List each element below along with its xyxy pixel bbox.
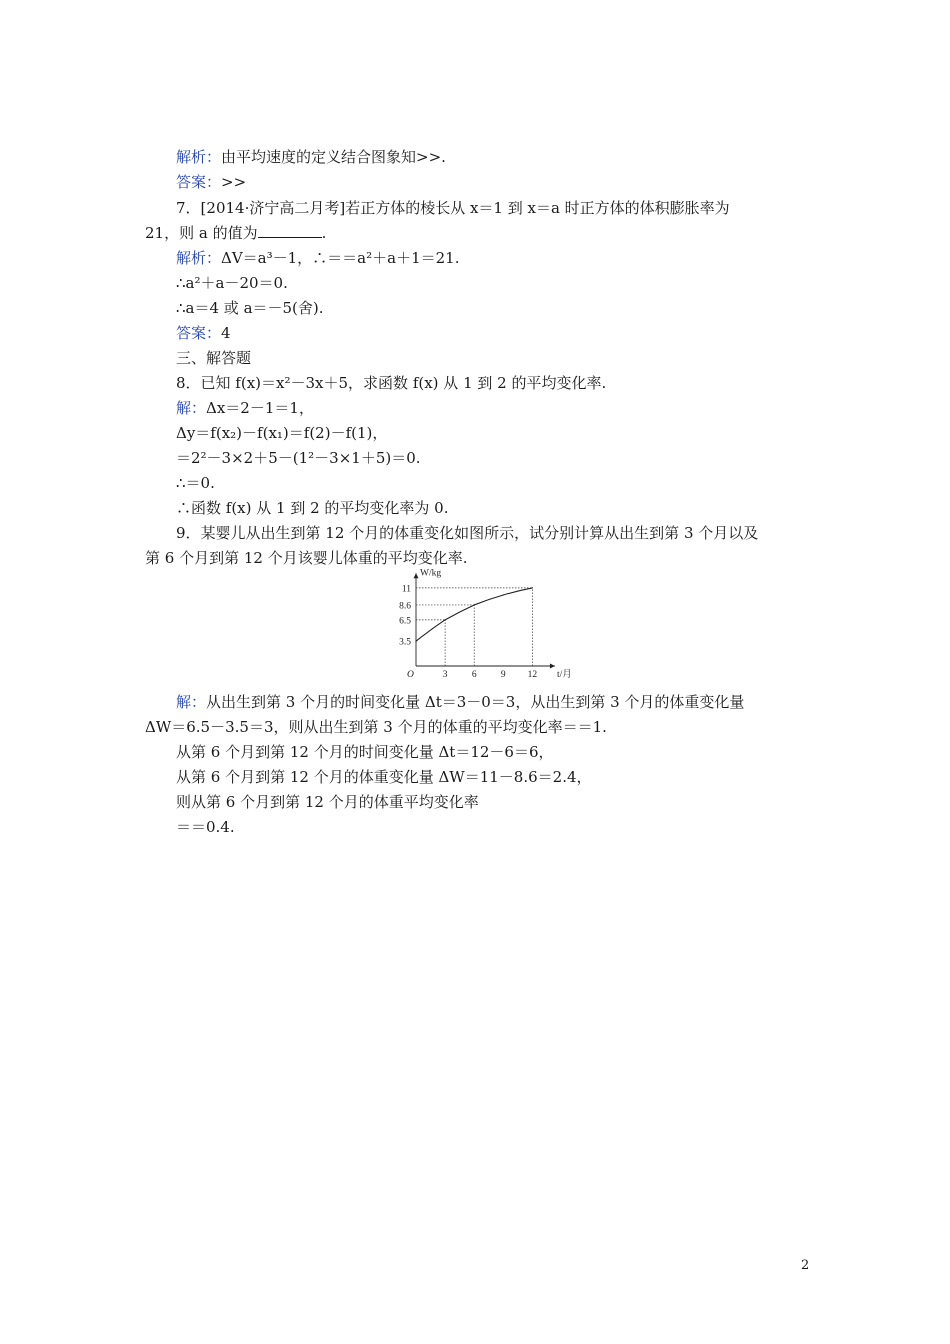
section-heading: 三、解答题 — [176, 349, 252, 367]
solution-label: 解： — [176, 399, 207, 417]
y-tick-label: 11 — [401, 584, 411, 595]
line-22: 则从第 6 个月到第 12 个月的体重平均变化率 — [176, 793, 479, 811]
line-15: ∴函数 f(x) 从 1 到 2 的平均变化率为 0. — [176, 499, 449, 517]
line-text: ΔV＝a³－1，∴＝＝a²＋a＋1＝21. — [221, 249, 460, 267]
line-14: ∴＝0. — [176, 474, 215, 492]
chart-axes — [414, 573, 555, 668]
line-12: Δy＝f(x₂)－f(x₁)＝f(2)－f(1)， — [176, 424, 388, 442]
chart-guides — [416, 588, 532, 666]
line-19: ΔW＝6.5－3.5＝3，则从出生到第 3 个月的体重的平均变化率＝＝1. — [145, 718, 607, 736]
question-9-cont: 第 6 个月到第 12 个月该婴儿体重的平均变化率. — [145, 549, 468, 567]
line-5 — [176, 248, 459, 268]
line-21: 从第 6 个月到第 12 个月的体重变化量 ΔW＝11－8.6＝2.4， — [176, 768, 592, 786]
line-text: >> — [221, 173, 247, 191]
answer-label: 答案： — [176, 324, 222, 342]
line-23: ＝＝0.4. — [176, 818, 235, 836]
line-13: ＝2²－3×2＋5－(1²－3×1＋5)＝0. — [176, 449, 421, 467]
page-number: 2 — [801, 1258, 810, 1273]
data-point — [503, 594, 504, 595]
data-point — [532, 587, 533, 588]
line-11 — [176, 398, 314, 418]
analysis-label: 解析： — [176, 148, 222, 166]
line-tail: . — [321, 224, 327, 242]
x-tick-label: 3 — [442, 670, 448, 680]
line-20: 从第 6 个月到第 12 个月的时间变化量 Δt＝12－6＝6， — [176, 743, 554, 761]
line-6: ∴a²＋a－20＝0. — [176, 274, 288, 292]
line-text: 从出生到第 3 个月的时间变化量 Δt＝3－0＝3，从出生到第 3 个月的体重变化量 — [206, 693, 745, 711]
chart-labels — [399, 568, 572, 680]
x-axis-label: t/月 — [556, 670, 572, 680]
data-point — [445, 619, 446, 620]
line-1 — [176, 147, 446, 167]
y-axis-arrow — [414, 573, 419, 578]
question-7: 7．[2014·济宁高二月考]若正方体的棱长从 x＝1 到 x＝a 时正方体的体积膨胀率为 — [176, 199, 730, 217]
line-text: 21，则 a 的值为 — [145, 224, 258, 242]
x-tick-label: 12 — [527, 670, 538, 680]
y-tick-label: 6.5 — [399, 616, 411, 627]
x-axis-arrow — [550, 664, 555, 669]
origin-label: O — [407, 670, 414, 680]
answer-blank — [258, 223, 322, 238]
question-9: 9．某婴儿从出生到第 12 个月的体重变化如图所示，试分别计算从出生到第 3 个月以及 — [176, 524, 759, 542]
x-tick-label: 6 — [471, 670, 477, 680]
weight-chart — [392, 568, 572, 682]
line-2 — [176, 172, 246, 192]
line-text: 由平均速度的定义结合图象知>>. — [221, 148, 446, 166]
analysis-label: 解析： — [176, 249, 222, 267]
data-point — [474, 604, 475, 605]
question-7-cont — [145, 223, 326, 243]
answer-label: 答案： — [176, 173, 222, 191]
line-text: 4 — [221, 324, 231, 342]
solution-label: 解： — [176, 693, 207, 711]
line-18 — [176, 692, 744, 712]
line-text: Δx＝2－1＝1， — [206, 399, 314, 417]
question-8: 8．已知 f(x)＝x²－3x＋5，求函数 f(x) 从 1 到 2 的平均变化率. — [176, 374, 607, 392]
line-7: ∴a＝4 或 a＝－5(舍). — [176, 299, 324, 317]
x-tick-label: 9 — [500, 670, 506, 680]
y-tick-label: 8.6 — [399, 601, 411, 612]
data-point — [415, 641, 416, 642]
line-8 — [176, 323, 231, 343]
y-axis-label: W/kg — [420, 568, 442, 579]
y-tick-label: 3.5 — [399, 637, 411, 648]
